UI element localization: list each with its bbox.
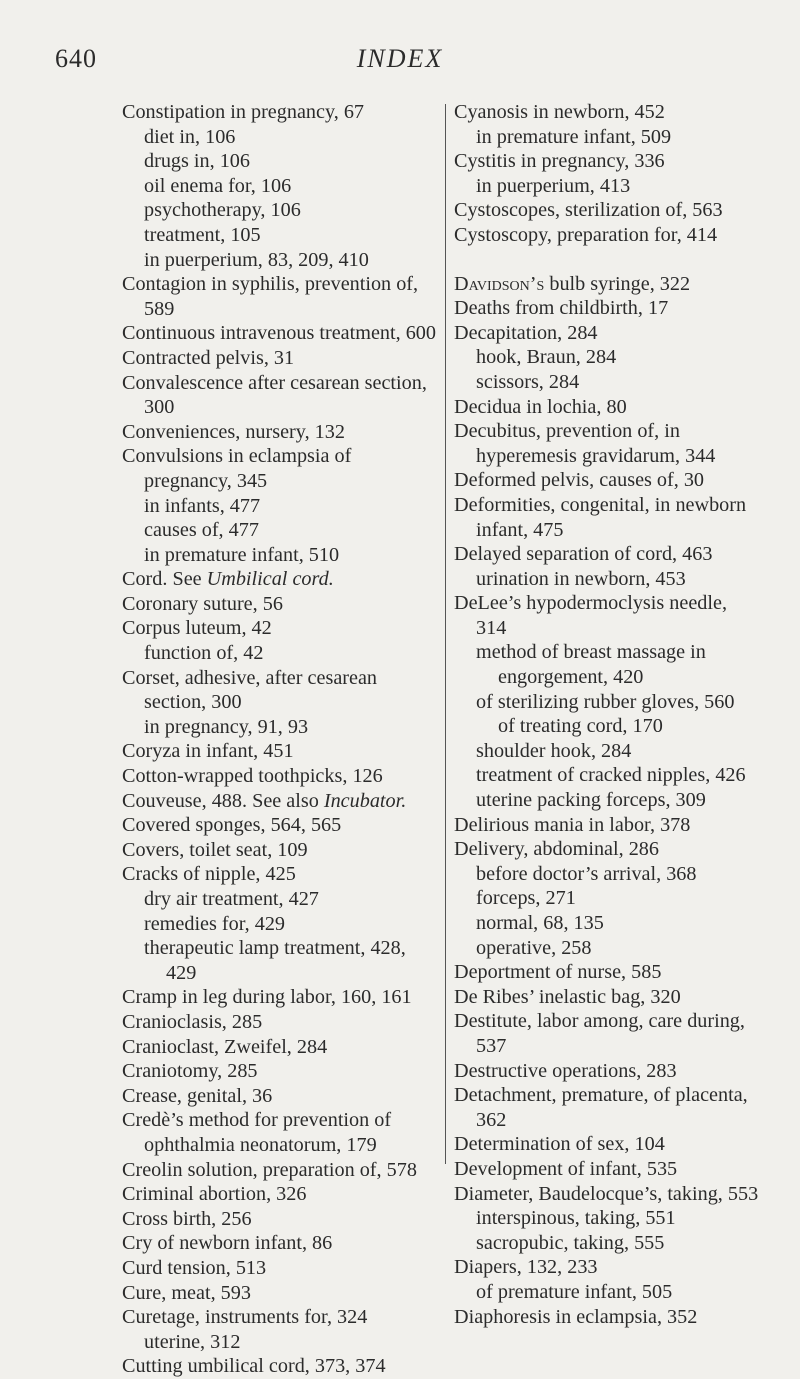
index-entry: Cure, meat, 593 [122, 1281, 251, 1304]
index-entry: Cry of newborn infant, 86 [122, 1232, 333, 1255]
index-subentry: oil enema for, 106 [144, 174, 292, 197]
index-subentry: in premature infant, 509 [476, 125, 672, 148]
index-subentry: scissors, 284 [476, 370, 580, 393]
index-entry: Convulsions in eclampsia of pregnancy, 345 [122, 445, 352, 492]
index-entry: Cranioclasis, 285 [122, 1010, 263, 1033]
index-subentry: before doctor’s arrival, 368 [476, 862, 697, 885]
index-subentry: shoulder hook, 284 [476, 739, 632, 762]
index-entry: Cranioclast, Zweifel, 284 [122, 1035, 328, 1058]
index-entry: DeLee’s hypodermoclysis needle, 314 [454, 592, 728, 639]
index-entry: Convalescence after cesarean section, 300 [122, 371, 427, 419]
index-entry: Constipation in pregnancy, 67 [122, 101, 365, 123]
entry-lead-word: Davidson’s [454, 272, 545, 295]
index-subentry: therapeutic lamp treatment, 428, 429 [144, 937, 406, 984]
index-subentry: method of breast massage in engorgement, 420 [476, 641, 706, 689]
index-entry: Cracks of nipple, 425 [122, 863, 296, 886]
index-entry: Cutting umbilical cord, 373, 374 [122, 1355, 386, 1378]
index-subentry: of treating cord, 170 [498, 715, 663, 738]
index-entry: Curetage, instruments for, 324 [122, 1306, 368, 1329]
index-entry: Cystitis in pregnancy, 336 [454, 150, 665, 173]
index-entry: Creolin solution, preparation of, 578 [122, 1158, 417, 1181]
index-subentry: dry air treatment, 427 [144, 888, 319, 910]
index-entry: Criminal abortion, 326 [122, 1183, 307, 1206]
index-entry: Continuous intravenous treatment, 600 [122, 322, 436, 345]
index-entry: Cyanosis in newborn, 452 [454, 101, 665, 123]
index-subentry: remedies for, 429 [144, 912, 286, 935]
page-number: 640 [55, 44, 97, 73]
index-entry: Deportment of nurse, 585 [454, 961, 662, 984]
index-subentry: hook, Braun, 284 [476, 346, 617, 369]
index-entry: Covers, toilet seat, 109 [122, 838, 308, 861]
index-entry: Davidson’s bulb syringe, 322 [454, 272, 691, 295]
index-subentry: sacropubic, taking, 555 [476, 1231, 665, 1254]
index-entry: Crease, genital, 36 [122, 1084, 273, 1107]
index-subentry: urination in newborn, 453 [476, 567, 686, 590]
index-subentry: uterine packing forceps, 309 [476, 789, 706, 812]
index-entry: Coryza in infant, 451 [122, 740, 294, 763]
running-head: INDEX [356, 44, 444, 73]
index-subentry: normal, 68, 135 [476, 912, 604, 934]
index-entry: Craniotomy, 285 [122, 1060, 258, 1083]
index-subentry: drugs in, 106 [144, 150, 250, 173]
index-subentry: in premature infant, 510 [144, 543, 340, 566]
index-entry: Development of infant, 535 [454, 1157, 678, 1180]
index-column-left [122, 100, 440, 1379]
index-entry: Couveuse, 488. See also Incubator. [122, 789, 407, 812]
index-subentry: operative, 258 [476, 936, 592, 959]
index-entry: Decidua in lochia, 80 [454, 395, 627, 418]
index-subentry: forceps, 271 [476, 887, 576, 910]
index-entry: Conveniences, nursery, 132 [122, 420, 345, 443]
index-entry: Covered sponges, 564, 565 [122, 814, 342, 837]
index-entry: Cystoscopes, sterilization of, 563 [454, 199, 723, 222]
index-entry: Contracted pelvis, 31 [122, 346, 295, 369]
column-divider [445, 104, 446, 1164]
index-entry: Contagion in syphilis, prevention of, 589 [122, 273, 419, 320]
index-subentry: interspinous, taking, 551 [476, 1207, 676, 1230]
index-subentry: psychotherapy, 106 [144, 199, 301, 222]
index-entry: Cross birth, 256 [122, 1207, 252, 1230]
index-subentry: uterine, 312 [144, 1330, 241, 1353]
index-column-right [454, 100, 762, 1329]
index-entry: Corpus luteum, 42 [122, 617, 272, 640]
cross-reference: Incubator. [323, 789, 407, 812]
index-subentry: causes of, 477 [144, 519, 259, 542]
index-entry: Destitute, labor among, care during, 537 [454, 1010, 745, 1057]
index-entry: Cystoscopy, preparation for, 414 [454, 223, 718, 246]
cross-reference: Umbilical cord. [206, 568, 334, 591]
index-entry: Credè’s method for prevention of ophthalmia neonatorum, 179 [122, 1109, 392, 1156]
index-subentry: in puerperium, 83, 209, 410 [144, 248, 369, 271]
index-entry: Deaths from childbirth, 17 [454, 297, 669, 320]
index-entry: Deformities, congenital, in newborn infant, 475 [454, 493, 747, 541]
index-entry: Delayed separation of cord, 463 [454, 543, 713, 566]
index-entry: Corset, adhesive, after cesarean section, 300 [122, 666, 378, 714]
index-entry: Diameter, Baudelocque’s, taking, 553 [454, 1182, 759, 1205]
index-subentry: in pregnancy, 91, 93 [144, 715, 309, 738]
index-subentry: of sterilizing rubber gloves, 560 [476, 690, 735, 713]
index-entry: Cord. See Umbilical cord. [122, 568, 334, 591]
index-entry: Cotton-wrapped toothpicks, 126 [122, 765, 383, 788]
index-entry: Curd tension, 513 [122, 1256, 267, 1279]
index-entry: Decapitation, 284 [454, 321, 598, 344]
index-entry: Delivery, abdominal, 286 [454, 838, 659, 861]
index-entry: Decubitus, prevention of, in hyperemesis gravidarum, 344 [454, 420, 716, 467]
index-entry: De Ribes’ inelastic bag, 320 [454, 985, 681, 1008]
index-subentry: of premature infant, 505 [476, 1280, 673, 1303]
index-entry: Determination of sex, 104 [454, 1133, 665, 1156]
index-entry: Detachment, premature, of placenta, 362 [454, 1084, 748, 1131]
index-entry: Destructive operations, 283 [454, 1059, 677, 1082]
index-entry: Diaphoresis in eclampsia, 352 [454, 1305, 698, 1328]
index-subentry: in infants, 477 [144, 494, 261, 517]
index-entry: Deformed pelvis, causes of, 30 [454, 469, 705, 492]
index-entry: Delirious mania in labor, 378 [454, 813, 691, 836]
index-subentry: function of, 42 [144, 642, 264, 665]
index-entry: Cramp in leg during labor, 160, 161 [122, 986, 412, 1009]
index-subentry: diet in, 106 [144, 125, 236, 148]
index-entry: Diapers, 132, 233 [454, 1256, 598, 1279]
index-subentry: treatment, 105 [144, 223, 261, 246]
index-subentry: treatment of cracked nipples, 426 [476, 764, 746, 787]
index-subentry: in puerperium, 413 [476, 174, 631, 197]
index-entry: Coronary suture, 56 [122, 592, 283, 615]
